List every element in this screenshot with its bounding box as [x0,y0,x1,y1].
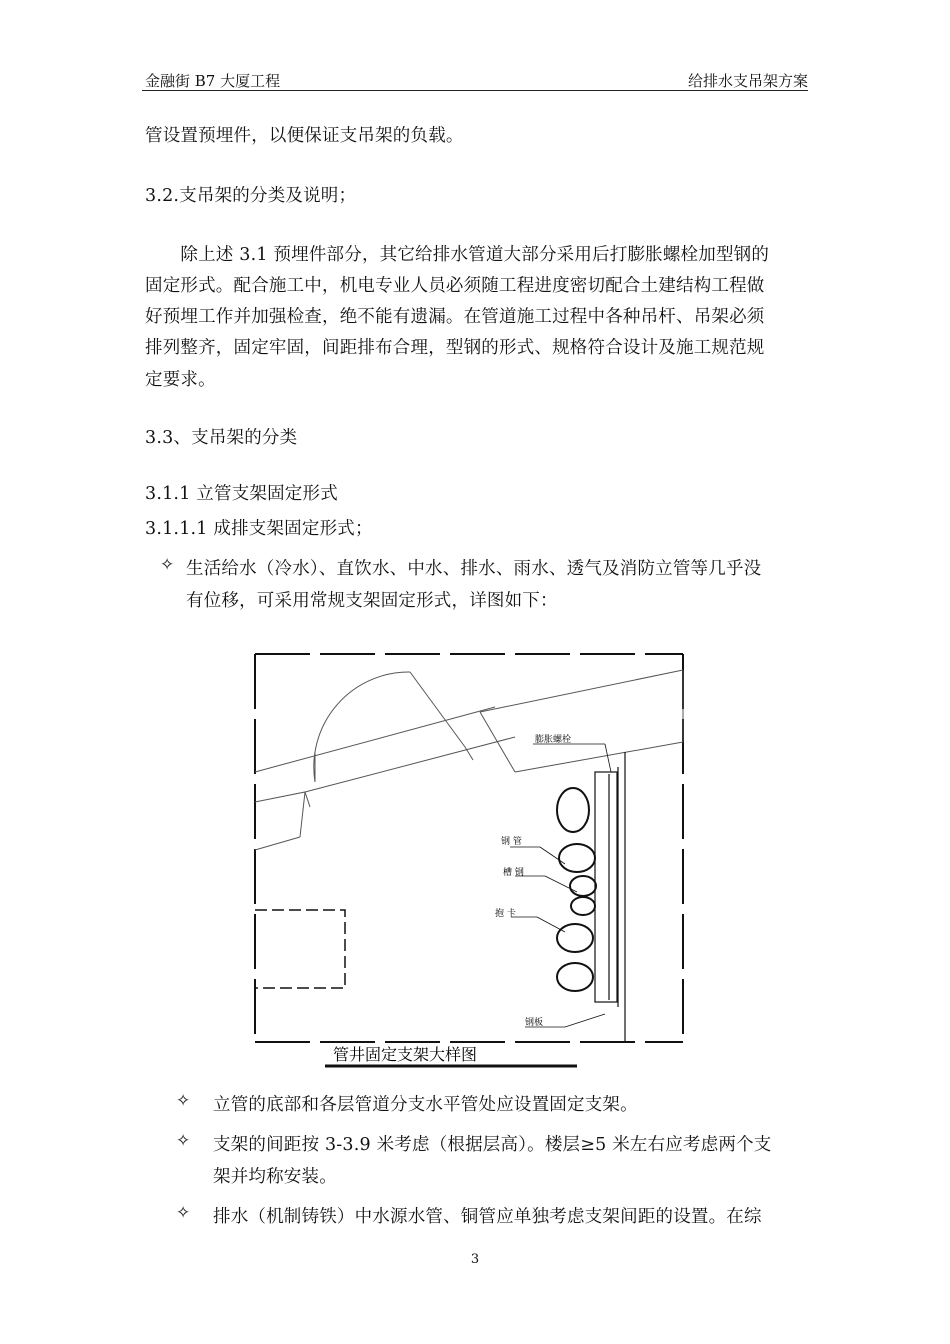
body-line-7: 定要求。 [145,370,216,390]
label-steel-pipe: 钢 管 [501,837,522,847]
label-channel-steel: 槽 钢 [503,868,524,878]
bullet-marker-2: ✧ [176,1091,191,1111]
header-doc-title: 给排水支吊架方案 [687,72,808,90]
pipe-shaft-support-diagram [215,632,735,1087]
section-heading-3-1-1: 3.1.1 立管支架固定形式 [145,484,338,504]
section-heading-3-3: 3.3、支吊架的分类 [145,428,298,448]
section-heading-3-1-1-1: 3.1.1.1 成排支架固定形式； [145,519,373,539]
label-steel-plate: 钢板 [525,1018,544,1028]
figure-caption: 管井固定支架大样图 [333,1045,478,1064]
bullet-marker-4: ✧ [176,1203,191,1223]
bullet-marker-1: ✧ [160,555,175,575]
bullet-marker-3: ✧ [176,1131,191,1151]
page-number: 3 [470,1252,480,1267]
bullet-1-line-1: 生活给水（冷水）、直饮水、中水、排水、雨水、透气及消防立管等几乎没 [186,559,762,579]
body-line-5: 好预埋工作并加强检查，绝不能有遗漏。在管道施工过程中各种吊杆、吊架必须 [145,307,765,327]
bullet-1-line-2: 有位移，可采用常规支架固定形式，详图如下： [186,591,558,611]
body-line-4: 固定形式。配合施工中，机电专业人员必须随工程进度密切配合土建结构工程做 [145,276,765,296]
section-heading-3-2: 3.2.支吊架的分类及说明； [145,186,357,206]
bullet-3-line-2: 架并均称安装。 [213,1167,337,1187]
bullet-4-text: 排水（机制铸铁）中水源水管、铜管应单独考虑支架间距的设置。在综 [213,1207,762,1227]
body-line-6: 排列整齐，固定牢固，间距排布合理，型钢的形式、规格符合设计及施工规范规 [145,338,765,358]
bullet-2-text: 立管的底部和各层管道分支水平管处应设置固定支架。 [213,1095,638,1115]
body-line-1: 管设置预埋件，以便保证支吊架的负载。 [145,126,464,146]
label-expansion-bolt: 膨胀螺栓 [535,735,572,745]
bullet-3-line-1: 支架的间距按 3-3.9 米考虑（根据层高）。楼层≥5 米左右应考虑两个支 [213,1135,772,1155]
label-clamp: 抱 卡 [495,909,516,919]
header-rule [142,90,808,91]
header-project-title: 金融街 B7 大厦工程 [145,72,281,90]
body-line-3: 除上述 3.1 预埋件部分，其它给排水管道大部分采用后打膨胀螺栓加型钢的 [145,245,770,265]
